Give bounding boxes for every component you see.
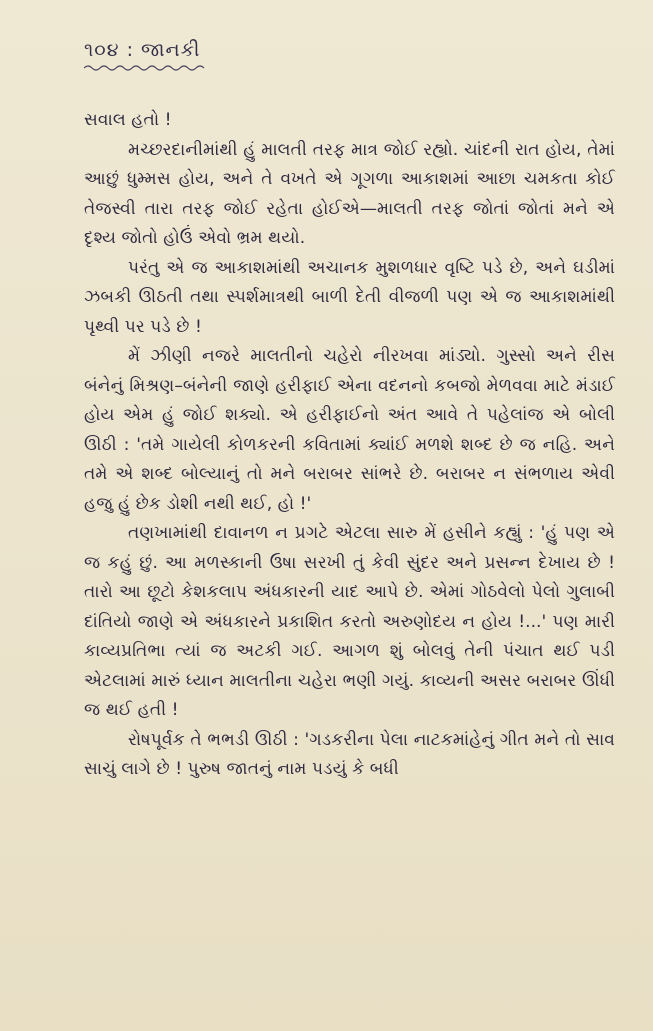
paragraph: રોષપૂર્વક તે ભભડી ઊઠી : 'ગડકરીના પેલા નાટકમાંહેનું ગીત મને તો સાવ સાચું લાગે છે ! પુરુષ જાતનું નામ પડયું કે બધી <box>84 729 615 779</box>
running-head: ૧૦૪ : જાનકી <box>84 39 201 61</box>
paragraph: મચ્છરદાનીમાંથી હું માલતી તરફ માત્ર જોઈ રહ્યો. ચાંદની રાત હોય, તેમાં આછું ધુમ્મસ હોય, અને તે વખતે એ ગૂગળા આકાશમાં આછા ચમકતા કોઈ તેજસ્વી તારા તરફ જોઈ રહેતા હોઈએ—માલતી તરફ જોતાં જોતાં મને એ દૃશ્ય જોતો હોઉં એવો ભ્રમ થયો. <box>84 139 615 248</box>
paragraph: તણખામાંથી દાવાનળ ન પ્રગટે એટલા સારુ મેં હસીને કહ્યું : 'હું પણ એ જ કહું છું. આ મળસ્કાની ઉષા સરખી તું કેવી સુંદર અને પ્રસન્ન દેખાય છે ! તારો આ છૂટો કેશકલાપ અંધકારની યાદ આપે છે. એમાં ગોઠવેલો પેલો ગુલાબી દાંતિયો જાણે એ અંધકારને પ્રકાશિત કરતો અરુણોદય ન હોય !...' પણ મારી કાવ્યપ્રતિભા ત્યાં જ અટકી ગઈ. આગળ શું બોલવું તેની પંચાત થઈ પડી એટલામાં મારું ધ્યાન માલતીના ચહેરા ભણી ગયું. કાવ્યની અસર બરાબર ઊંધી જ થઈ હતી ! <box>84 523 615 720</box>
paragraph: પરંતુ એ જ આકાશમાંથી અચાનક મુશળધાર વૃષ્ટિ પડે છે, અને ઘડીમાં ઝબકી ઊઠતી તથા સ્પર્શમાત્રથી બાળી દેતી વીજળી પણ એ જ આકાશમાંથી પૃથ્વી પર પડે છે ! <box>84 257 615 337</box>
body-text <box>84 106 615 785</box>
paragraph: મેં ઝીણી નજરે માલતીનો ચહેરો નીરખવા માંડ્યો. ગુસ્સો અને રીસ બંનેનું મિશ્રણ–બંનેની જાણે હરીફાઈ એના વદનનો કબજો મેળવવા માટે મંડાઈ હોય એમ હું જોઈ શક્યો. એ હરીફાઈનો અંત આવે તે પહેલાંજ એ બોલી ઊઠી : 'તમે ગાયેલી કોળકરની કવિતામાં ક્યાંઈ મળશે શબ્દ છે જ નહિ. અને તમે એ શબ્દ બોલ્યાનું તો મને બરાબર સાંભરે છે. બરાબર ન સંભળાય એવી હજુ હું છેક ડોશી નથી થઈ, હો !' <box>84 346 615 514</box>
ornamental-underline <box>84 64 208 72</box>
paragraph: સવાલ હતો ! <box>84 110 172 130</box>
